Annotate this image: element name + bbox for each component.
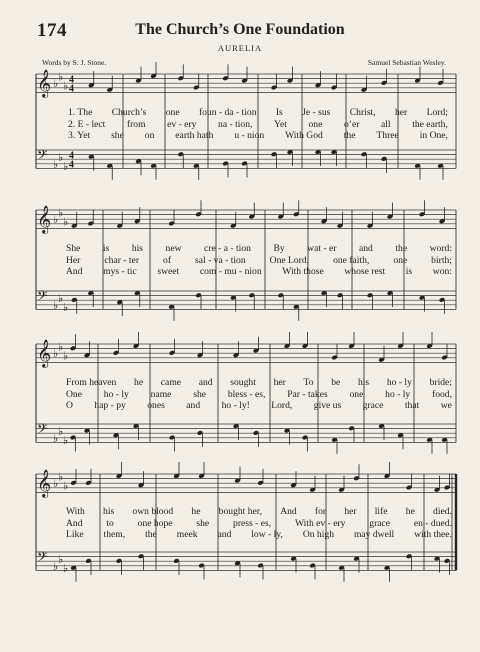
lyric-word: foun - da - tion	[198, 107, 257, 118]
treble-clef-icon: 𝄞	[37, 339, 52, 367]
lyric-word: new	[165, 243, 182, 254]
lyric-word: cre - a - tion	[204, 243, 251, 254]
lyric-word: low - ly,	[251, 529, 283, 540]
lyric-word: her	[273, 377, 286, 388]
lyric-word: the earth,	[412, 118, 448, 130]
flat-icon: ♭	[58, 424, 64, 438]
lyric-word: ho - ly	[103, 388, 129, 400]
treble-clef-icon: 𝄞	[37, 469, 52, 497]
lyric-line	[66, 529, 452, 540]
flat-icon: ♭	[58, 70, 64, 84]
flat-icon: ♭	[58, 150, 64, 164]
lyric-word: 3. Yet	[68, 130, 91, 141]
lyric-word: that	[404, 400, 420, 411]
lyric-line	[66, 255, 452, 266]
lyric-word: 2. E - lect	[68, 118, 106, 130]
lyric-word: o’er	[343, 118, 360, 130]
lyric-word: his	[357, 377, 370, 388]
lyric-word: Church’s	[111, 107, 147, 118]
flat-icon: ♭	[58, 206, 64, 220]
lyric-word: mys - tic	[103, 266, 137, 277]
flat-icon: ♭	[63, 434, 69, 448]
flat-icon: ♭	[53, 477, 59, 491]
flat-icon: ♭	[63, 301, 69, 315]
lyric-word: he	[134, 377, 144, 388]
bass-clef-icon: 𝄢	[37, 288, 48, 307]
lyric-line	[68, 119, 448, 130]
lyric-word: grace	[369, 517, 391, 529]
flat-icon: ♭	[53, 431, 59, 445]
lyric-word: own blood	[132, 506, 174, 517]
lyric-word: is	[102, 243, 110, 254]
lyric-word: bride;	[429, 377, 452, 388]
lyric-word: ho - ly	[385, 388, 411, 400]
lyric-word: one faith,	[333, 254, 370, 266]
time-signature: 4	[69, 83, 74, 95]
flat-icon: ♭	[58, 291, 64, 305]
lyric-word: the	[343, 130, 356, 141]
lyric-word: Par - takes	[287, 388, 328, 400]
lyric-word: of	[163, 254, 172, 266]
lyric-word: Je - sus	[302, 107, 331, 118]
lyric-word: came	[160, 377, 182, 388]
lyric-line	[66, 377, 452, 388]
lyric-word: one	[349, 388, 364, 400]
lyric-word: na - tion,	[218, 118, 253, 130]
lyric-word: ones	[147, 400, 165, 411]
flat-icon: ♭	[53, 213, 59, 227]
lyric-word: wat - er	[307, 243, 337, 254]
lyric-word: com - mu - nion	[199, 266, 262, 277]
lyric-line	[68, 107, 448, 118]
lyric-word: is	[405, 266, 413, 277]
lyric-word: her	[344, 506, 357, 517]
lyric-word: With	[66, 506, 85, 517]
lyric-line	[68, 130, 448, 141]
lyric-word: sal - va - tion	[195, 254, 246, 266]
lyric-line	[66, 389, 452, 400]
lyric-word: all	[381, 118, 391, 130]
time-signature: 4	[69, 74, 74, 86]
lyric-word: With those	[282, 266, 324, 277]
lyric-word: hap - py	[94, 400, 126, 411]
lyric-word: and	[186, 400, 201, 411]
lyric-word: be	[331, 377, 341, 388]
lyric-word: ho - ly	[386, 377, 412, 388]
flat-icon: ♭	[63, 79, 69, 93]
flat-icon: ♭	[63, 349, 69, 363]
lyric-word: ev - ery	[167, 118, 197, 130]
time-signature: 4	[69, 150, 74, 162]
flat-icon: ♭	[63, 562, 69, 576]
lyric-word: On high	[302, 529, 334, 540]
lyric-word: By	[273, 243, 285, 254]
lyric-line	[66, 518, 452, 529]
lyric-word: grace	[362, 400, 384, 411]
lyric-word: them,	[103, 529, 126, 540]
lyric-word: one	[393, 254, 408, 266]
lyric-word: give us	[313, 400, 342, 411]
lyric-word: With God	[285, 130, 323, 141]
lyric-word: Like	[66, 529, 84, 540]
lyric-word: one	[165, 107, 180, 118]
lyric-word: and	[198, 377, 213, 388]
flat-icon: ♭	[53, 559, 59, 573]
lyric-word: her	[394, 107, 408, 118]
lyric-line	[66, 266, 452, 277]
lyric-word: ho - ly!	[221, 400, 250, 411]
words-credit: Words by S. J. Stone.	[42, 58, 107, 67]
lyric-word: sweet	[157, 266, 180, 277]
lyric-word: And	[66, 517, 83, 529]
lyric-word: birth;	[431, 254, 452, 266]
flat-icon: ♭	[63, 215, 69, 229]
lyric-word: his	[103, 506, 115, 517]
lyric-word: whose rest	[344, 266, 386, 277]
lyric-word: bless - es,	[227, 388, 266, 400]
lyric-word: Three	[376, 130, 399, 141]
lyric-line	[66, 506, 452, 517]
lyric-word: for	[314, 506, 327, 517]
bass-clef-icon: 𝄢	[37, 147, 48, 166]
hymn-number: 174	[37, 20, 67, 41]
time-signature: 4	[69, 159, 74, 171]
flat-icon: ♭	[63, 479, 69, 493]
lyric-line	[66, 243, 452, 254]
lyric-word: with thee.	[414, 529, 452, 540]
lyric-word: One	[66, 388, 82, 400]
lyric-word: sought	[230, 377, 256, 388]
lyric-word: food,	[432, 388, 452, 400]
flat-icon: ♭	[53, 157, 59, 171]
tune-name: AURELIA	[217, 43, 263, 53]
flat-icon: ♭	[53, 77, 59, 91]
lyric-word: Christ,	[349, 107, 376, 118]
lyric-word: bought her,	[218, 506, 262, 517]
flat-icon: ♭	[58, 552, 64, 566]
lyric-word: one hope	[137, 517, 173, 529]
lyric-word: and	[217, 529, 232, 540]
lyric-word: the	[395, 243, 408, 254]
lyric-word: he	[405, 506, 415, 517]
lyric-word: press - es,	[233, 517, 272, 529]
lyric-word: earth hath	[175, 130, 214, 141]
lyric-word: on	[144, 130, 155, 141]
lyric-word: and	[358, 243, 373, 254]
lyric-word: O	[66, 400, 73, 411]
lyric-word: she	[196, 517, 210, 529]
flat-icon: ♭	[63, 160, 69, 174]
lyric-word: From heaven	[66, 377, 117, 388]
flat-icon: ♭	[58, 470, 64, 484]
lyric-word: word:	[429, 243, 452, 254]
lyric-word: name	[150, 388, 172, 400]
lyric-word: she	[111, 130, 124, 141]
lyric-word: in One,	[419, 130, 448, 141]
flat-icon: ♭	[53, 347, 59, 361]
lyric-word: won:	[432, 266, 452, 277]
lyric-word: one	[308, 118, 323, 130]
bass-clef-icon: 𝄢	[37, 421, 48, 440]
lyric-word: Her	[66, 254, 81, 266]
bass-clef-icon: 𝄢	[37, 549, 48, 568]
lyric-word: his	[131, 243, 144, 254]
lyric-word: to	[106, 517, 114, 529]
lyric-word: he	[191, 506, 201, 517]
lyric-word: died.	[433, 506, 452, 517]
lyric-word: Lord,	[271, 400, 293, 411]
lyric-word: she	[193, 388, 207, 400]
lyric-word: With ev - ery	[294, 517, 346, 529]
treble-clef-icon: 𝄞	[37, 69, 52, 97]
lyric-word: en - dued.	[413, 517, 452, 529]
treble-clef-icon: 𝄞	[37, 205, 52, 233]
lyric-word: the	[145, 529, 157, 540]
lyric-word: char - ter	[104, 254, 140, 266]
lyric-line	[66, 400, 452, 411]
lyric-word: Is	[275, 107, 283, 118]
lyric-word: One Lord,	[269, 254, 310, 266]
lyric-word: meek	[176, 529, 198, 540]
lyric-word: 1. The	[68, 107, 93, 118]
flat-icon: ♭	[58, 340, 64, 354]
lyric-word: And	[66, 266, 83, 277]
lyric-word: And	[280, 506, 297, 517]
lyric-word: Lord;	[426, 107, 448, 118]
lyric-word: may dwell	[353, 529, 395, 540]
lyric-word: u - nion	[234, 130, 265, 141]
lyric-word: To	[303, 377, 314, 388]
lyric-word: life	[374, 506, 388, 517]
lyric-word: we	[440, 400, 452, 411]
lyric-word: She	[66, 243, 81, 254]
music-credit: Samuel Sebastian Wesley.	[367, 58, 446, 67]
flat-icon: ♭	[53, 298, 59, 312]
lyric-word: Yet	[274, 118, 287, 130]
hymn-title: The Church’s One Foundation	[135, 21, 345, 38]
lyric-word: from	[126, 118, 146, 130]
